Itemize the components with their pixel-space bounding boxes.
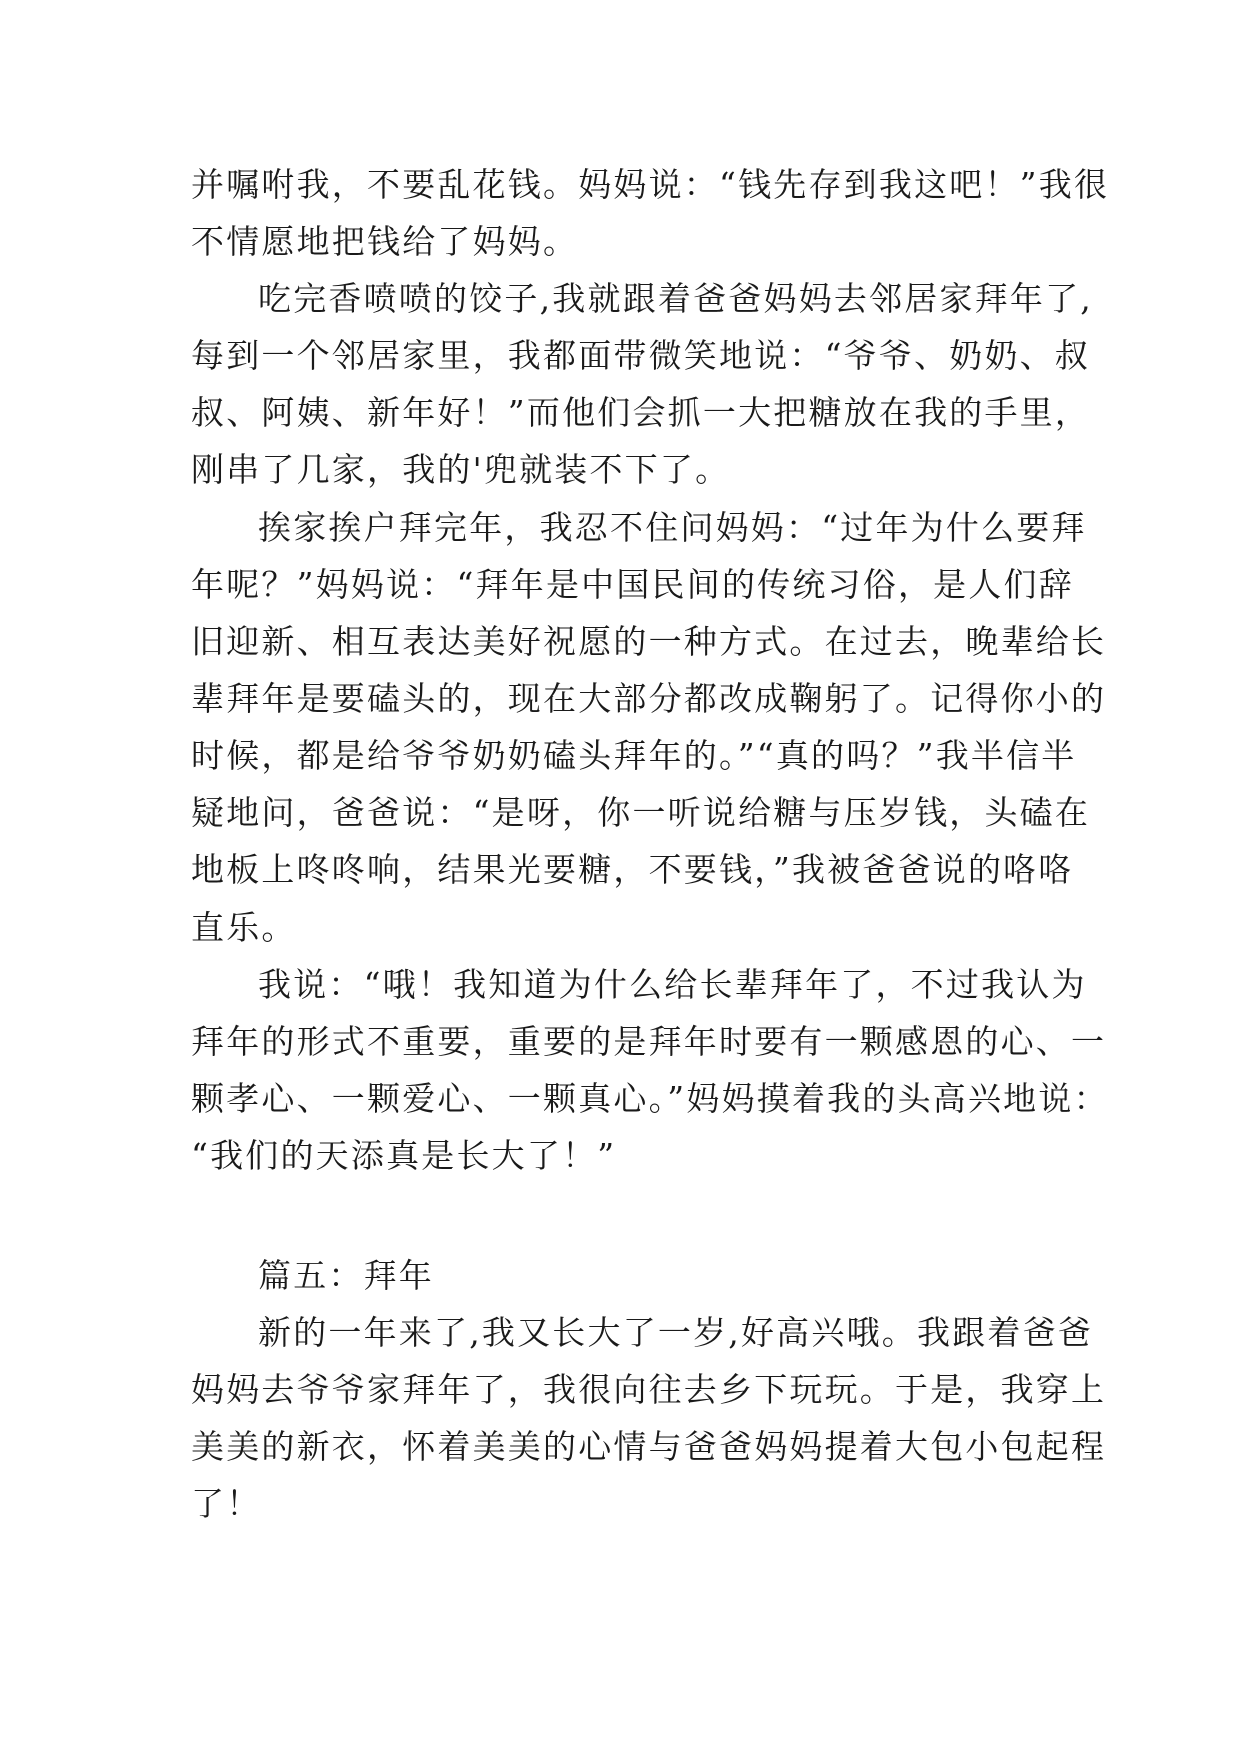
text-line-21: 妈妈去爷爷家拜年了，我很向往去乡下玩玩。于是，我穿上 — [191, 1370, 1107, 1409]
text-line-2: 不情愿地把钱给了妈妈。 — [191, 222, 579, 261]
text-line-13: 地板上咚咚响，结果光要糖，不要钱，”我被爸爸说的咯咯 — [191, 850, 1074, 889]
text-line-1: 并嘱咐我，不要乱花钱。妈妈说：“钱先存到我这吧！”我很 — [191, 165, 1110, 204]
text-line-8: 年呢？”妈妈说：“拜年是中国民间的传统习俗，是人们辞 — [191, 565, 1074, 604]
text-line-9: 旧迎新、相互表达美好祝愿的一种方式。在过去，晚辈给长 — [191, 622, 1107, 661]
text-line-15: 我说：“哦！我知道为什么给长辈拜年了，不过我认为 — [258, 965, 1087, 1004]
text-line-6: 刚串了几家，我的'兜就装不下了。 — [191, 450, 731, 489]
text-line-16: 拜年的形式不重要，重要的是拜年时要有一颗感恩的心、一 — [191, 1022, 1107, 1061]
text-line-20: 新的一年来了,我又长大了一岁,好高兴哦。我跟着爸爸 — [258, 1313, 1093, 1352]
section-heading: 篇五：拜年 — [258, 1256, 434, 1295]
text-line-12: 疑地问，爸爸说：“是呀，你一听说给糖与压岁钱，头磕在 — [191, 793, 1091, 832]
text-line-7: 挨家挨户拜完年，我忍不住问妈妈：“过年为什么要拜 — [258, 508, 1087, 547]
text-line-14: 直乐。 — [191, 908, 297, 947]
text-line-4: 每到一个邻居家里，我都面带微笑地说：“爷爷、奶奶、叔 — [191, 336, 1091, 375]
text-line-3: 吃完香喷喷的饺子,我就跟着爸爸妈妈去邻居家拜年了, — [258, 279, 1093, 318]
text-line-18: “我们的天添真是长大了！” — [191, 1136, 617, 1175]
text-line-17: 颗孝心、一颗爱心、一颗真心。”妈妈摸着我的头高兴地说： — [191, 1079, 1109, 1118]
text-line-23: 了！ — [191, 1484, 262, 1523]
text-line-5: 叔、阿姨、新年好！”而他们会抓一大把糖放在我的手里， — [191, 393, 1091, 432]
text-line-10: 辈拜年是要磕头的，现在大部分都改成鞠躬了。记得你小的 — [191, 679, 1107, 718]
text-line-11: 时候，都是给爷爷奶奶磕头拜年的。”“真的吗？”我半信半 — [191, 736, 1077, 775]
text-line-22: 美美的新衣，怀着美美的心情与爸爸妈妈提着大包小包起程 — [191, 1427, 1107, 1466]
